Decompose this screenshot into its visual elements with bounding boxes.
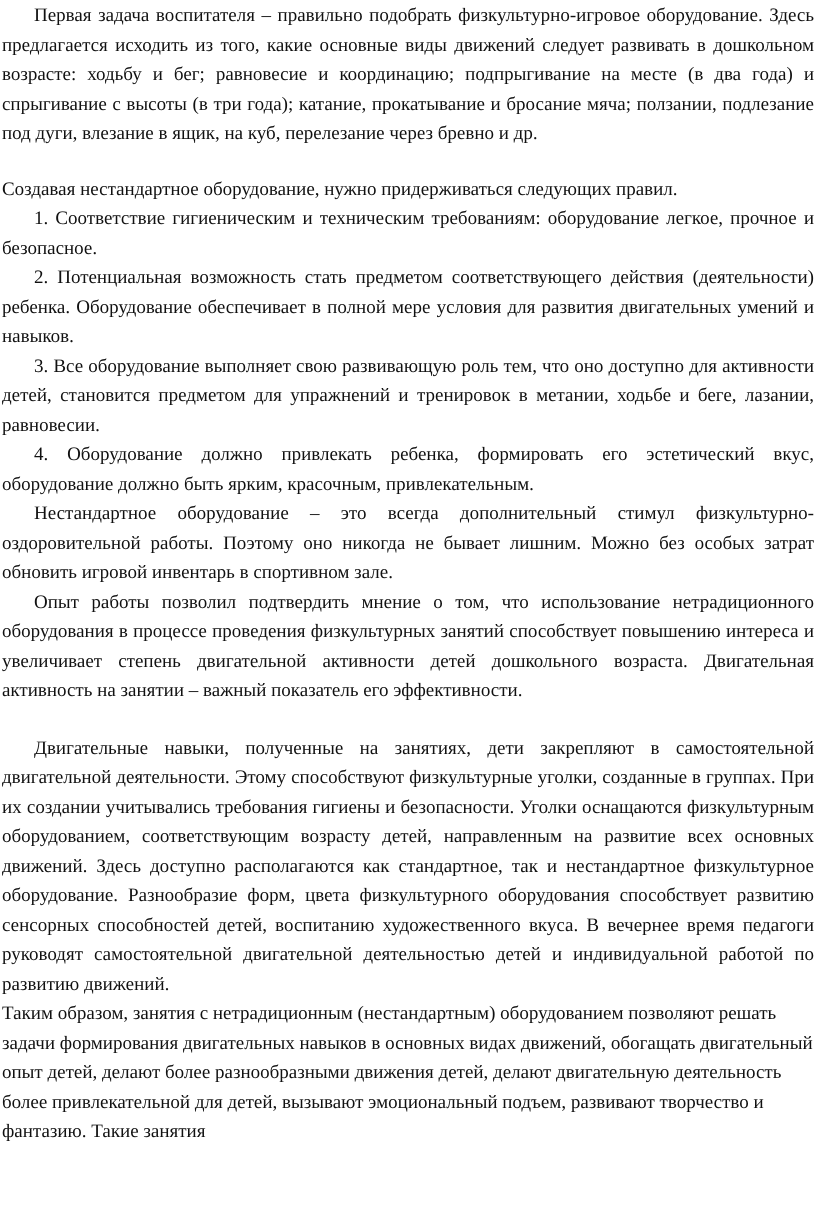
paragraph-rule-1: 1. Соответствие гигиеническим и техническим требованиям: оборудование легкое, прочное и безопасное. <box>2 208 814 259</box>
paragraph-nonstandard-equipment: Нестандартное оборудование – это всегда дополнительный стимул физкультурно-оздоровительной работы. Поэтому оно никогда не бывает лишним. Можно без особых затрат обновить игровой инвентарь в спортивном зале. <box>2 503 814 583</box>
blank-line <box>2 706 814 734</box>
paragraph-rules-heading: Создавая нестандартное оборудование, нужно придерживаться следующих правил. <box>2 178 678 200</box>
paragraph-rule-4: 4. Оборудование должно привлекать ребенка, формировать его эстетический вкус, оборудование должно быть ярким, красочным, привлекательным. <box>2 444 814 495</box>
paragraph-conclusion: Таким образом, занятия с нетрадиционным (нестандартным) оборудованием позволяют решать задачи формирования двигательных навыков в основных видах движений, обогащать двигательный опыт детей, делают более разнообразными движения детей, делают двигательную деятельность более привлекательной для детей, вызывают эмоциональный подъем, развивают творчество и фантазию. Такие занятия <box>2 1003 813 1142</box>
paragraph-experience: Опыт работы позволил подтвердить мнение о том, что использование нетрадиционного оборудования в процессе проведения физкультурных занятий способствует повышению интереса и увеличивает степень двигательной активности детей дошкольного возраста. Двигательная активность на занятии – важный показатель его эффективности. <box>2 591 814 701</box>
paragraph-intro: Первая задача воспитателя – правильно подобрать физкультурно-игровое оборудование. Здесь предлагается исходить из того, какие основные виды движений следует развивать в дошкольном возрасте: ходьбу и бег; равновесие и координацию; подпрыгивание на месте (в два года) и спрыгивание с высоты (в три года); катание, прокатывание и бросание мяча; ползании, подлезание под дуги, влезание в ящик, на куб, перелезание через бревно и др. <box>2 5 814 144</box>
paragraph-rule-2: 2. Потенциальная возможность стать предметом соответствующего действия (деятельности) ребенка. Оборудование обеспечивает в полной мере условия для развития двигательных умений и навыков. <box>2 267 814 347</box>
paragraph-rule-3: 3. Все оборудование выполняет свою развивающую роль тем, что оно доступно для активности детей, становится предметом для упражнений и тренировок в метании, ходьбе и беге, лазании, равновесии. <box>2 355 814 436</box>
paragraph-motor-skills: Двигательные навыки, полученные на занятиях, дети закрепляют в самостоятельной двигательной деятельности. Этому способствуют физкультурные уголки, созданные в группах. При их создании учитывались требования гигиены и безопасности. Уголки оснащаются физкультурным оборудованием, соответствующим возрасту детей, направленным на развитие всех основных движений. Здесь доступно располагаются как стандартное, так и нестандартное физкультурное оборудование. Разнообразие форм, цвета физкультурного оборудования способствует развитию сенсорных способностей детей, воспитанию художественного вкуса. В вечернее время педагоги руководят самостоятельной двигательной деятельностью детей и индивидуальной работой по развитию движений. <box>2 737 814 995</box>
blank-line <box>2 149 814 175</box>
